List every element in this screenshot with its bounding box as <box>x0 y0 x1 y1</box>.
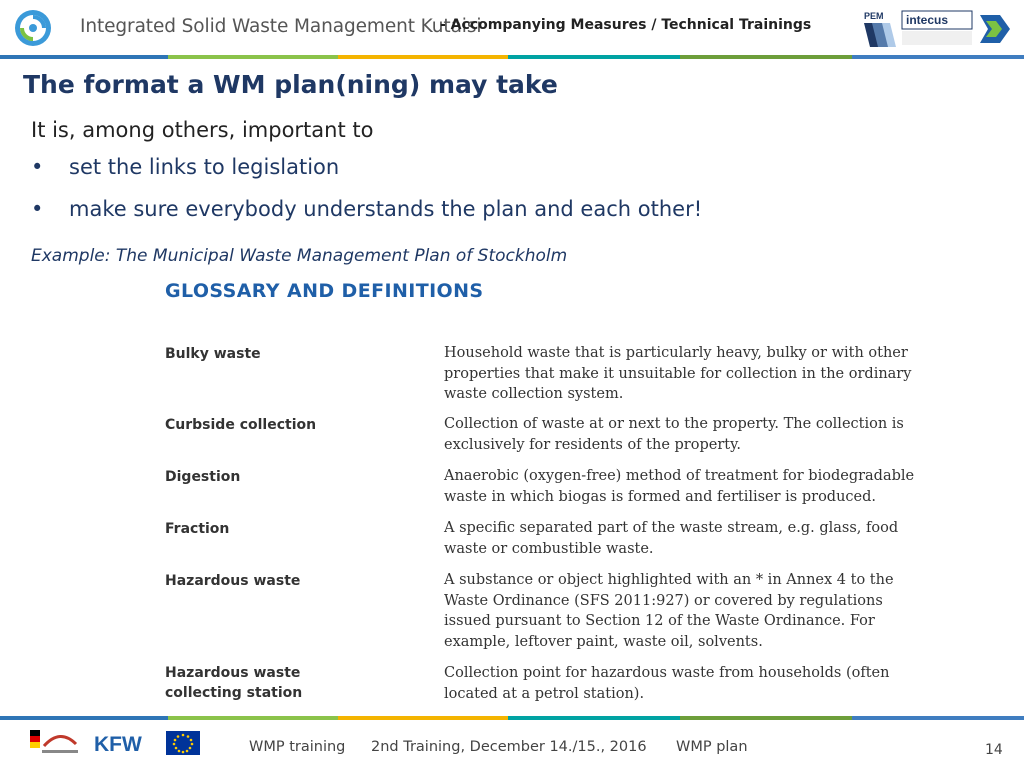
bullet-icon: • <box>31 155 44 179</box>
footer-center: 2nd Training, December 14./15., 2016 <box>371 739 647 755</box>
breadcrumb: - Accompanying Measures / Technical Trainings <box>440 17 812 33</box>
bullet-text: make sure everybody understands the plan and each other! <box>69 197 703 221</box>
glossary-definition: Household waste that is particularly heavy, bulky or with other properties that make it unsuitable for collection in the ordinary waste collection system. <box>444 345 912 402</box>
glossary-term: Curbside collection <box>165 417 317 433</box>
glossary-term: Bulky waste <box>165 346 261 362</box>
page-number: 14 <box>985 742 1003 758</box>
glossary-heading: GLOSSARY AND DEFINITIONS <box>165 280 484 302</box>
glossary-definition: Collection of waste at or next to the property. The collection is exclusively for residents of the property. <box>444 416 904 453</box>
footer-logos <box>30 726 210 760</box>
bullet-icon: • <box>31 197 44 221</box>
glossary-definition: Collection point for hazardous waste from households (often located at a petrol station). <box>444 665 890 702</box>
funder-logos-icon <box>30 726 210 760</box>
footer-right: WMP plan <box>676 739 748 755</box>
glossary-definition: A specific separated part of the waste stream, e.g. glass, food waste or combustible waste. <box>444 520 899 557</box>
svg-text:PEM: PEM <box>864 11 884 21</box>
svg-text:intecus: intecus <box>906 13 949 27</box>
kfw-logo: KFW <box>94 733 142 756</box>
header-divider <box>0 55 1024 59</box>
footer-left: WMP training <box>249 739 346 755</box>
bullet-list <box>31 150 702 234</box>
glossary-term: Fraction <box>165 521 230 537</box>
glossary-term: Digestion <box>165 469 241 485</box>
pem-intecus-logo-icon <box>862 7 1012 49</box>
slide-header <box>0 0 1024 56</box>
glossary-definition: A substance or object highlighted with an * in Annex 4 to the Waste Ordinance (SFS 2011:927) or covered by regulations issued pursuant to Section 12 of the Waste Ordinance. For example, leftover paint, waste oil, solvents. <box>444 572 894 650</box>
intro-text: It is, among others, important to <box>31 118 374 142</box>
example-caption: Example: The Municipal Waste Management Plan of Stockholm <box>31 246 568 266</box>
glossary-term: Hazardous waste collecting station <box>165 665 303 701</box>
slide-title: The format a WM plan(ning) may take <box>23 70 558 99</box>
brand-name: Integrated Solid Waste Management Kutaisi <box>80 16 482 37</box>
bullet-text: set the links to legislation <box>69 155 340 179</box>
glossary-term: Hazardous waste <box>165 573 301 589</box>
footer-divider <box>0 716 1024 720</box>
glossary-definition: Anaerobic (oxygen-free) method of treatment for biodegradable waste in which biogas is formed and fertiliser is produced. <box>444 468 915 505</box>
isw-logo-icon <box>14 9 52 47</box>
bullet-item <box>31 150 702 192</box>
bullet-item <box>31 192 702 234</box>
partner-logos <box>862 7 1012 49</box>
